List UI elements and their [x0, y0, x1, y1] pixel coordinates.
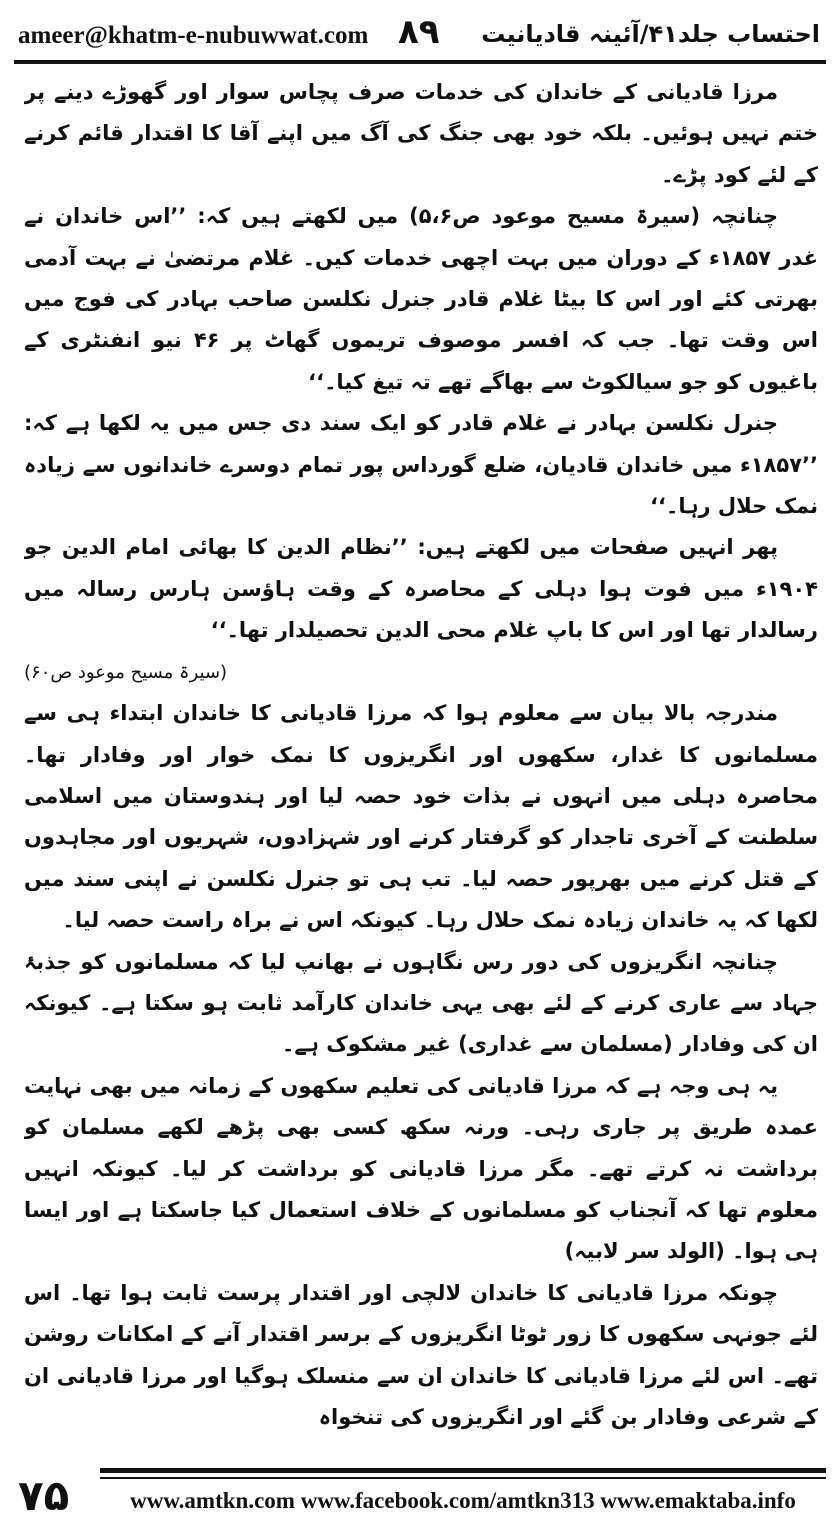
footer-rule-thin — [100, 1477, 826, 1479]
paragraph: چونکہ مرزا قادیانی کا خاندان لالچی اور اقتدار پرست ثابت ہوا تھا۔ اس لئے جونہی سکھوں کا زور ٹوٹا انگریزوں کے برسر اقتدار آنے کے امکانات روشن تھے۔ اس لئے مرزا قادیانی کا خاندان ان سے منسلک ہوگیا اور مرزا قادیانی ان کے شرعی وفادار بن گئے اور انگریزوں کی تنخواہ — [24, 1280, 818, 1429]
header-email: ameer@khatm-e-nubuwwat.com — [18, 22, 369, 49]
paragraph: پھر انہیں صفحات میں لکھتے ہیں: ’’نظام الدین کا بھائی امام الدین جو ۱۹۰۴ء میں فوت ہوا دہلی کے محاصرہ کے وقت ہاؤسن ہارس رسالہ میں رسالدار تھا اور اس کا باپ غلام محی الدین تحصیلدار تھا۔‘‘ — [24, 535, 818, 643]
header-rule — [14, 60, 826, 64]
page-header — [14, 10, 826, 62]
paragraph: چنانچہ (سیرۃ مسیح موعود ص۵،۶) میں لکھتے ہیں کہ: ’’اس خاندان نے غدر ۱۸۵۷ء کے دوران میں بہت اچھی خدمات کیں۔ غلام مرتضیٰ نے بہت آدمی بھرتی کئے اور اس کا بیٹا غلام قادر جنرل نکلسن صاحب بہادر کی فوج میں اس وقت تھا۔ جب کہ افسر موصوف تریموں گھاٹ پر ۴۶ نیو انفنٹری کے باغیوں کو جو سیالکوٹ سے بھاگے تھے تہ تیغ کیا۔‘‘ — [24, 204, 818, 394]
footer-page-number: ۷۵ — [18, 1471, 70, 1520]
paragraph: یہ ہی وجہ ہے کہ مرزا قادیانی کی تعلیم سکھوں کے زمانہ میں بھی نہایت عمدہ طریق پر جاری رہی۔ ورنہ سکھ کسی بھی پڑھے لکھے مسلمان کو برداشت نہ کرتے تھے۔ مگر مرزا قادیانی کو برداشت کر لیا۔ کیونکہ انہیں معلوم تھا کہ آنجناب کو مسلمانوں کے خلاف استعمال کیا جاسکتا ہے اور ایسا ہی ہوا۔ (الولد سر لابیہ) — [24, 1073, 818, 1264]
paragraph: مندرجہ بالا بیان سے معلوم ہوا کہ مرزا قادیانی کا خاندان ابتداء ہی سے مسلمانوں کا غدار، سکھوں اور انگریزوں کا نمک خوار اور وفادار تھا۔ محاصرہ دہلی میں انہوں نے بذات خود حصہ لیا اور ہندوستان میں اسلامی سلطنت کے آخری تاجدار کو گرفتار کرنے اور شہزادوں، شہریوں اور مجاہدوں کے قتل کرنے میں بھرپور حصہ لیا۔ تب ہی تو جنرل نکلسن نے اپنی سند میں لکھا کہ یہ خاندان زیادہ نمک حلال رہا۔ کیونکہ اس نے براہ راست حصہ لیا۔ — [24, 701, 818, 933]
header-page-number: ۸۹ — [398, 12, 440, 52]
body-text — [24, 72, 818, 1432]
paragraph: چنانچہ انگریزوں کی دور رس نگاہوں نے بھانپ لیا کہ مسلمانوں کو جذبۂ جہاد سے عاری کرنے کے لئے بھی یہی خاندان کارآمد ثابت ہو سکتا ہے۔ کیونکہ ان کی وفادار (مسلمان سے غداری) غیر مشکوک ہے۔ — [24, 949, 818, 1057]
footer-rule — [100, 1468, 826, 1473]
footer-urls: www.amtkn.com www.facebook.com/amtkn313 www.emaktaba.info — [130, 1488, 796, 1513]
citation: (سیرۃ مسیح موعود ص۶۰) — [24, 661, 228, 683]
paragraph: مرزا قادیانی کے خاندان کی خدمات صرف پچاس سوار اور گھوڑے دینے پر ختم نہیں ہوئیں۔ بلکہ خود بھی جنگ کی آگ میں اپنے آقا کا اقتدار قائم کرنے کے لئے کود پڑے۔ — [24, 80, 818, 187]
paragraph: جنرل نکلسن بہادر نے غلام قادر کو ایک سند دی جس میں یہ لکھا ہے کہ: ’’۱۸۵۷ء میں خاندان قادیان، ضلع گورداس پور تمام دوسرے خاندانوں سے زیادہ نمک حلال رہا۔‘‘ — [24, 411, 818, 519]
citation-line — [24, 652, 818, 693]
header-title: احتساب جلد۴۱/آئینہ قادیانیت — [481, 20, 820, 48]
